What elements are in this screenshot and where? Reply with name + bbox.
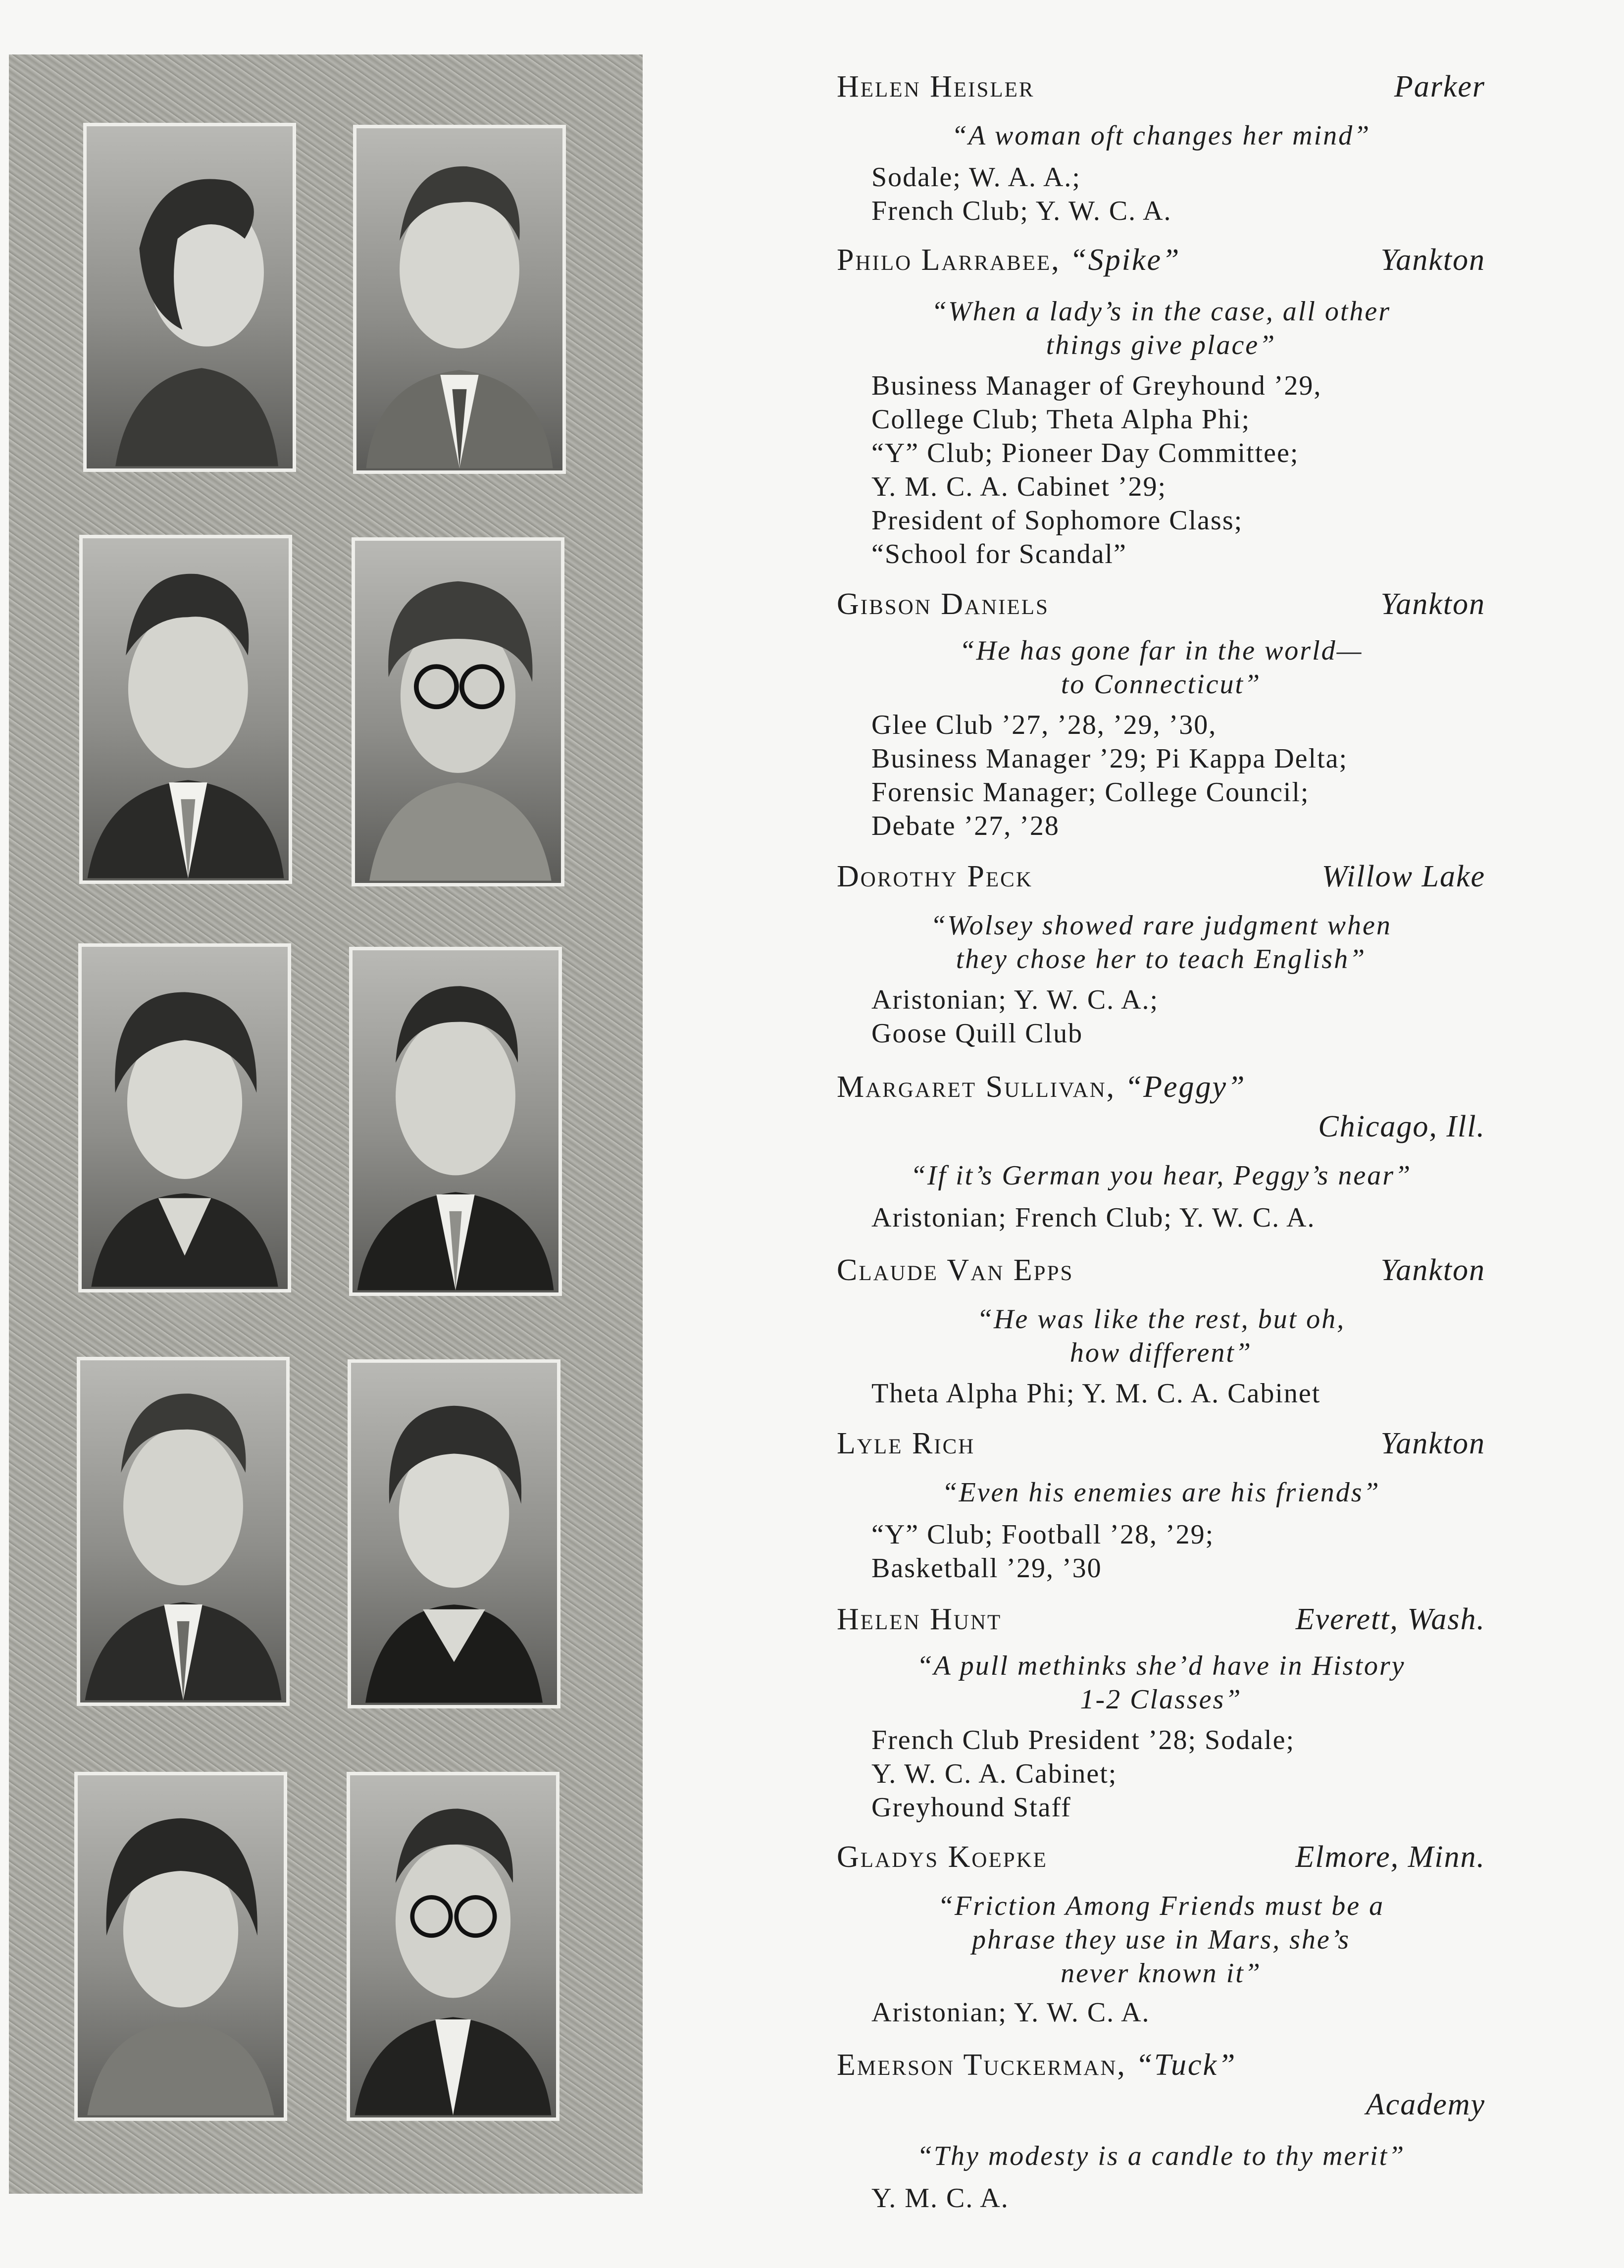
hometown: Yankton bbox=[1380, 1253, 1485, 1287]
activity-line: Debate ’27, ’28 bbox=[871, 811, 1060, 841]
nickname: “Spike” bbox=[1069, 243, 1181, 277]
activity-line: Y. M. C. A. Cabinet ’29; bbox=[871, 471, 1167, 502]
quote bbox=[837, 909, 1485, 976]
hometown: Elmore, Minn. bbox=[1295, 1840, 1485, 1874]
entry-name-row bbox=[837, 1070, 1485, 1105]
quote bbox=[837, 1302, 1485, 1370]
portrait-dorothy-peck bbox=[352, 537, 564, 886]
quote-line: things give place” bbox=[1046, 330, 1276, 361]
portrait-gladys-koepke bbox=[74, 1772, 287, 2121]
nickname: “Peggy” bbox=[1124, 1070, 1246, 1104]
activities bbox=[871, 1723, 1490, 1824]
portrait-philo-larrabee bbox=[353, 125, 566, 474]
student-name: Gibson Daniels bbox=[837, 587, 1049, 621]
entry-name-row bbox=[837, 1602, 1485, 1637]
activities bbox=[871, 1518, 1490, 1585]
quote-line: “A pull methinks she’d have in History bbox=[916, 1650, 1406, 1681]
activity-line: “Y” Club; Pioneer Day Committee; bbox=[871, 438, 1299, 468]
activity-line: “School for Scandal” bbox=[871, 539, 1127, 569]
entry-name-row bbox=[837, 1840, 1485, 1875]
entry-name-row bbox=[837, 1253, 1485, 1288]
activities bbox=[871, 2181, 1490, 2215]
hometown: Yankton bbox=[1380, 243, 1485, 277]
activity-line: Greyhound Staff bbox=[871, 1792, 1071, 1823]
activity-line: Sodale; W. A. A.; bbox=[871, 162, 1081, 193]
entry-name-row bbox=[837, 1426, 1485, 1461]
hometown: Academy bbox=[1366, 2088, 1485, 2121]
quote bbox=[837, 2139, 1485, 2173]
hometown: Everett, Wash. bbox=[1295, 1602, 1485, 1636]
activity-line: Y. M. C. A. bbox=[871, 2183, 1009, 2214]
activities bbox=[871, 160, 1490, 228]
quote-line: “If it’s German you hear, Peggy’s near” bbox=[910, 1160, 1412, 1191]
activity-line: Glee Club ’27, ’28, ’29, ’30, bbox=[871, 710, 1217, 740]
portrait-emerson-tuckerman bbox=[347, 1772, 559, 2121]
activity-line: Aristonian; French Club; Y. W. C. A. bbox=[871, 1202, 1316, 1233]
activity-line: Forensic Manager; College Council; bbox=[871, 777, 1310, 808]
hometown: Willow Lake bbox=[1321, 860, 1485, 893]
portrait-helen-heisler bbox=[83, 123, 296, 472]
portrait-margaret-sullivan bbox=[78, 943, 291, 1292]
student-name: Helen Heisler bbox=[837, 70, 1035, 103]
activities bbox=[871, 1201, 1490, 1235]
activity-line: Business Manager ’29; Pi Kappa Delta; bbox=[871, 743, 1348, 774]
quote-line: 1-2 Classes” bbox=[1080, 1684, 1242, 1715]
quote-line: “Wolsey showed rare judgment when bbox=[930, 910, 1392, 941]
quote-line: “Friction Among Friends must be a bbox=[937, 1891, 1385, 1921]
student-name: Lyle Rich bbox=[837, 1427, 975, 1460]
activity-line: Aristonian; Y. W. C. A. bbox=[871, 1997, 1150, 2028]
entry-name-row bbox=[837, 243, 1485, 278]
activity-line: Goose Quill Club bbox=[871, 1018, 1083, 1049]
entry-name-row bbox=[837, 859, 1485, 894]
hometown: Chicago, Ill. bbox=[1318, 1110, 1485, 1143]
activity-line: Basketball ’29, ’30 bbox=[871, 1553, 1102, 1584]
quote bbox=[837, 1889, 1485, 1990]
quote-line: “He has gone far in the world— bbox=[959, 635, 1363, 666]
activity-line: French Club; Y. W. C. A. bbox=[871, 196, 1172, 226]
student-name: Dorothy Peck bbox=[837, 860, 1033, 893]
activities bbox=[871, 1996, 1490, 2029]
hometown: Yankton bbox=[1380, 587, 1485, 621]
entry-name-row bbox=[837, 69, 1485, 104]
portrait-gibson-daniels bbox=[79, 535, 292, 884]
quote-line: how different” bbox=[1069, 1338, 1253, 1368]
quote bbox=[837, 1649, 1485, 1716]
activities bbox=[871, 983, 1490, 1050]
portrait-lyle-rich bbox=[77, 1357, 290, 1706]
quote bbox=[837, 1476, 1485, 1509]
student-name: Claude Van Epps bbox=[837, 1253, 1074, 1287]
quote-line: “Even his enemies are his friends” bbox=[942, 1477, 1380, 1508]
quote-line: “He was like the rest, but oh, bbox=[976, 1304, 1346, 1335]
student-name: Helen Hunt bbox=[837, 1602, 1002, 1636]
student-name: Margaret Sullivan, bbox=[837, 1070, 1116, 1104]
quote-line: never known it” bbox=[1061, 1958, 1262, 1989]
activities bbox=[871, 369, 1490, 571]
quote-line: “When a lady’s in the case, all other bbox=[931, 296, 1391, 327]
student-name: Philo Larrabee, bbox=[837, 243, 1061, 277]
quote-line: “Thy modesty is a candle to thy merit” bbox=[916, 2141, 1406, 2171]
student-name: Emerson Tuckerman, bbox=[837, 2048, 1126, 2082]
quote-line: they chose her to teach English” bbox=[956, 944, 1367, 975]
activities bbox=[871, 1377, 1490, 1410]
quote bbox=[837, 119, 1485, 153]
hometown: Yankton bbox=[1380, 1427, 1485, 1460]
portrait-helen-hunt bbox=[348, 1359, 560, 1708]
nickname: “Tuck” bbox=[1135, 2048, 1237, 2082]
activities bbox=[871, 708, 1490, 843]
student-name: Gladys Koepke bbox=[837, 1840, 1048, 1874]
quote-line: phrase they use in Mars, she’s bbox=[971, 1924, 1351, 1955]
entry-name-row bbox=[837, 587, 1485, 622]
entry-name-row bbox=[837, 2048, 1485, 2083]
activity-line: President of Sophomore Class; bbox=[871, 505, 1243, 536]
activity-line: Y. W. C. A. Cabinet; bbox=[871, 1758, 1117, 1789]
activity-line: Aristonian; Y. W. C. A.; bbox=[871, 984, 1159, 1015]
quote bbox=[837, 1159, 1485, 1192]
activity-line: Theta Alpha Phi; Y. M. C. A. Cabinet bbox=[871, 1378, 1321, 1409]
activity-line: “Y” Club; Football ’28, ’29; bbox=[871, 1519, 1215, 1550]
quote-line: “A woman oft changes her mind” bbox=[951, 120, 1371, 151]
activity-line: French Club President ’28; Sodale; bbox=[871, 1725, 1295, 1755]
activity-line: Business Manager of Greyhound ’29, bbox=[871, 370, 1322, 401]
quote bbox=[837, 295, 1485, 362]
activity-line: College Club; Theta Alpha Phi; bbox=[871, 404, 1251, 435]
portrait-claude-van-epps bbox=[349, 947, 562, 1296]
quote bbox=[837, 634, 1485, 701]
hometown: Parker bbox=[1394, 70, 1485, 103]
quote-line: to Connecticut” bbox=[1061, 669, 1262, 700]
